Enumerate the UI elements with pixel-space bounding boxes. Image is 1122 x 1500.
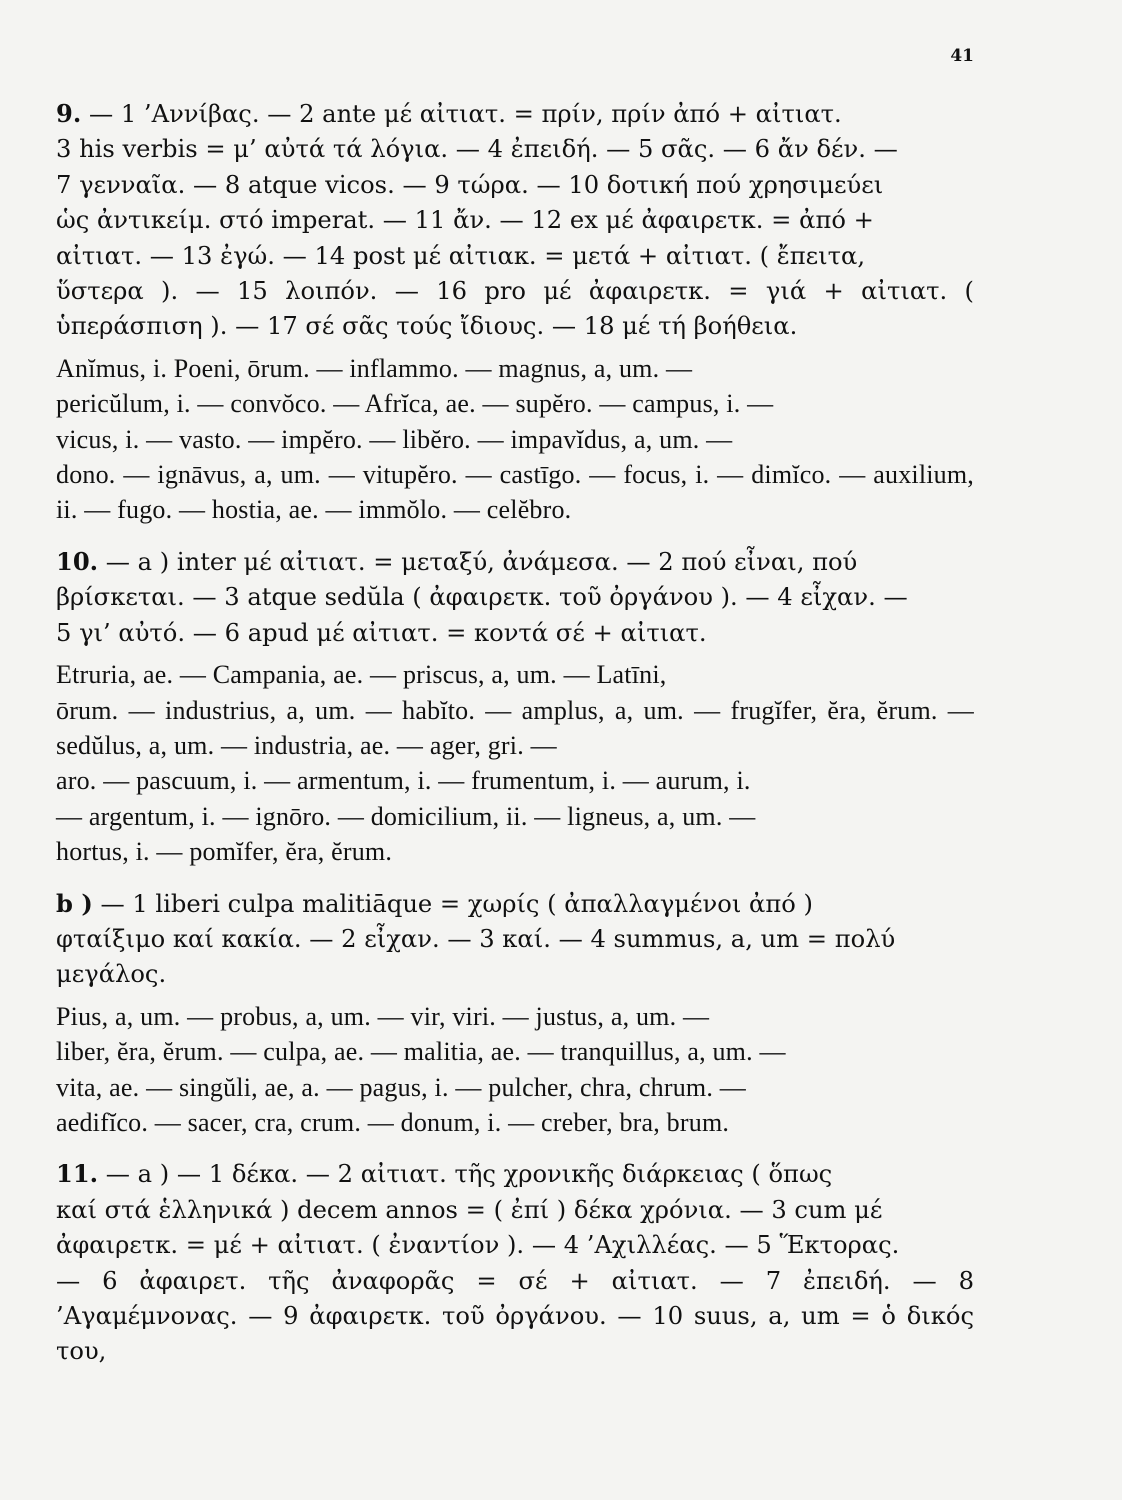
notes-11a-text: — a ) — 1 δέκα. — 2 αἰτιατ. τῆς χρονικῆς διάρκειας ( ὅπως καί στά ἑλληνικά ) decem annos = ( ἐπί ) δέκα χρόνια. — 3 cum μέ ἀφαιρετκ. = μέ + αἰτιατ. ( ἐναντίον ). — 4 ’Αχιλλέας. — 5 Ἕκτορας. — 6 ἀφαιρετ. τῆς ἀναφορᾶς = σέ + αἰτιατ. — 7 ἐπειδή. — 8 ’Αγαμέμνονας. — 9 ἀφαιρετκ. τοῦ ὀργάνου. — 10 suus, a, um = ὁ δικός του,: [56, 1160, 974, 1366]
vocab-10a: Etruria, ae. — Campania, ae. — priscus, a, um. — Latīni, ōrum. — industrius, a, um. — habĭto. — amplus, a, um. — frugĭfer, ĕra, ĕrum. — sedŭlus, a, um. — industria, ae. — ager, gri. — aro. — pascuum, i. — armentum, i. — frumentum, i. — aurum, i. — argentum, i. — ignōro. — domicilium, ii. — ligneus, a, um. — hortus, i. — pomĭfer, ĕra, ĕrum.: [56, 660, 974, 867]
section-label-10b: b ): [56, 888, 93, 918]
notes-10b-text: — 1 liberi culpa malitiāque = χωρίς ( ἀπαλλαγμένοι ἀπό ) φταίξιμο καί κακία. — 2 εἶχαν. — 3 καί. — 4 summus, a, um = πολύ μεγάλος.: [56, 889, 896, 989]
notes-9: [56, 96, 974, 345]
vocab-9: Anĭmus, i. Poeni, ōrum. — inflammo. — magnus, a, um. — pericŭlum, i. — convŏco. — Afrĭca, ae. — supĕro. — campus, i. — vicus, i. — vasto. — impĕro. — libĕro. — impavĭdus, a, um. — dono. — ignāvus, a, um. — vitupĕro. — castīgo. — focus, i. — dimĭco. — auxilium, ii. — fugo. — hostia, ae. — immŏlo. — celĕbro.: [56, 353, 974, 525]
notes-10a-text: — a ) inter μέ αἰτιατ. = μεταξύ, ἀνάμεσα. — 2 πού εἶναι, πού βρίσκεται. — 3 atque sedŭla ( ἀφαιρετκ. τοῦ ὀργάνου ). — 4 εἶχαν. — 5 γι’ αὐτό. — 6 apud μέ αἰτιατ. = κοντά σέ + αἰτιατ.: [56, 547, 908, 647]
section-label-11: 11.: [56, 1159, 99, 1189]
page-content: [56, 96, 974, 1370]
notes-9-text: — 1 ’Αννίβας. — 2 ante μέ αἰτιατ. = πρίν, πρίν ἀπό + αἰτιατ. 3 his verbis = μ’ αὐτά τά λόγια. — 4 ἐπειδή. — 5 σᾶς. — 6 ἄν δέν. — 7 γενναῖα. — 8 atque vicos. — 9 τώρα. — 10 δοτική πού χρησιμεύει ὡς ἀντικείμ. στό imperat. — 11 ἄν. — 12 ex μέ ἀφαιρετκ. = ἀπό + αἰτιατ. — 13 ἐγώ. — 14 post μέ αἰτιακ. = μετά + αἰτιατ. ( ἔπειτα, ὕστερα ). — 15 λοιπόν. — 16 pro μέ ἀφαιρετκ. = γιά + αἰτιατ. ( ὑπεράσπιση ). — 17 σέ σᾶς τούς ἴδιους. — 18 μέ τή βοήθεια.: [56, 100, 974, 341]
notes-11a: [56, 1156, 974, 1369]
page-number: 41: [950, 46, 974, 66]
vocab-10b: Pius, a, um. — probus, a, um. — vir, viri. — justus, a, um. — liber, ĕra, ĕrum. — culpa, ae. — malitia, ae. — tranquillus, a, um. — vita, ae. — singŭli, ae, a. — pagus, i. — pulcher, chra, chrum. — aedifĭco. — sacer, cra, crum. — donum, i. — creber, bra, brum.: [56, 1001, 786, 1137]
section-label-9: 9.: [56, 99, 82, 128]
notes-10a: [56, 544, 974, 651]
section-label-10: 10.: [56, 546, 99, 576]
notes-10b: [56, 886, 974, 993]
